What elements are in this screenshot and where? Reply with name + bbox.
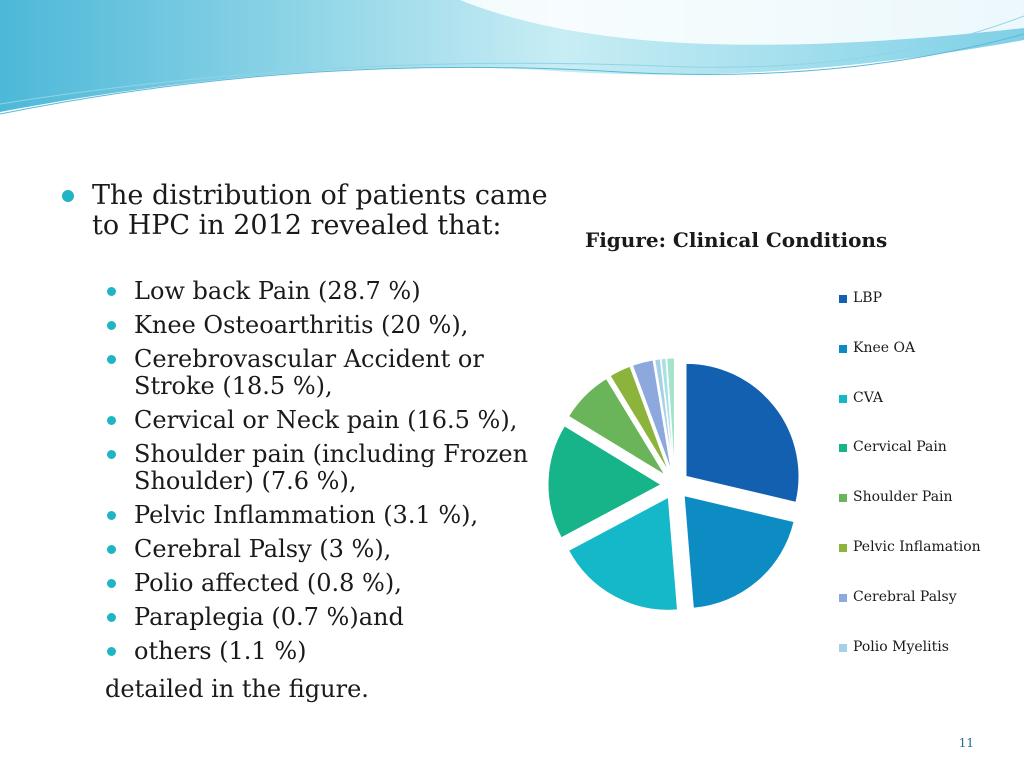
intro-paragraph: [62, 181, 552, 241]
condition-text: Cerebrovascular Accident or Stroke (18.5 %),: [134, 345, 484, 400]
pie-chart: [520, 330, 830, 640]
legend-item: [839, 538, 1019, 557]
page-number: 11: [958, 736, 974, 750]
legend-label: Knee OA: [853, 339, 916, 356]
chart-title: Figure: Clinical Conditions: [585, 228, 888, 252]
list-item: [105, 441, 535, 495]
bullet-icon: [107, 355, 116, 364]
list-item: [105, 638, 535, 665]
list-item: [105, 346, 535, 400]
intro-text: The distribution of patients came to HPC in 2012 revealed that:: [92, 180, 548, 241]
legend-item: [839, 638, 1019, 657]
legend-label: Cervical Pain: [853, 439, 947, 456]
condition-text: Pelvic Inflammation (3.1 %),: [134, 501, 479, 529]
bullet-icon: [107, 579, 116, 588]
legend-swatch: [839, 594, 847, 602]
list-item: [105, 502, 535, 529]
legend-label: Cerebral Palsy: [853, 588, 957, 605]
bullet-icon: [107, 450, 116, 459]
bullet-icon: [62, 190, 74, 202]
pie-slice-knee-oa: [684, 496, 794, 609]
condition-text: Shoulder pain (including Frozen Shoulder) (7.6 %),: [134, 440, 529, 495]
legend-label: CVA: [853, 389, 883, 406]
legend-swatch: [839, 345, 847, 353]
bullet-icon: [107, 647, 116, 656]
bullet-icon: [107, 321, 116, 330]
closing-text: detailed in the figure.: [105, 675, 369, 703]
legend-swatch: [839, 395, 847, 403]
legend-item: [839, 389, 1019, 408]
condition-text: Cervical or Neck pain (16.5 %),: [134, 406, 518, 434]
legend-swatch: [839, 644, 847, 652]
legend-item: [839, 438, 1019, 457]
condition-text: Cerebral Palsy (3 %),: [134, 535, 392, 563]
legend-label: Shoulder Pain: [853, 489, 953, 506]
condition-text: Polio affected (0.8 %),: [134, 569, 402, 597]
list-item: [105, 604, 535, 631]
legend-item: [839, 339, 1019, 358]
header-wave-decoration: [0, 0, 1024, 120]
legend-swatch: [839, 444, 847, 452]
list-item: [105, 570, 535, 597]
bullet-icon: [107, 613, 116, 622]
condition-text: others (1.1 %): [134, 637, 307, 665]
list-item: [105, 536, 535, 563]
conditions-list: [105, 278, 535, 672]
list-item: [105, 278, 535, 305]
legend-label: Pelvic Inflamation: [853, 539, 981, 555]
condition-text: Knee Osteoarthritis (20 %),: [134, 311, 469, 339]
legend-swatch: [839, 544, 847, 552]
legend-item: [839, 488, 1019, 507]
bullet-icon: [107, 511, 116, 520]
legend-swatch: [839, 494, 847, 502]
pie-slice-lbp: [686, 363, 799, 502]
legend-item: [839, 588, 1019, 607]
legend-label: Polio Myelitis: [853, 638, 949, 655]
condition-text: Low back Pain (28.7 %): [134, 277, 421, 305]
list-item: [105, 312, 535, 339]
bullet-icon: [107, 545, 116, 554]
legend-label: LBP: [853, 290, 883, 306]
condition-text: Paraplegia (0.7 %)and: [134, 603, 404, 631]
bullet-icon: [107, 416, 116, 425]
bullet-icon: [107, 287, 116, 296]
legend-item: [839, 289, 1019, 308]
legend-swatch: [839, 295, 847, 303]
list-item: [105, 407, 535, 434]
